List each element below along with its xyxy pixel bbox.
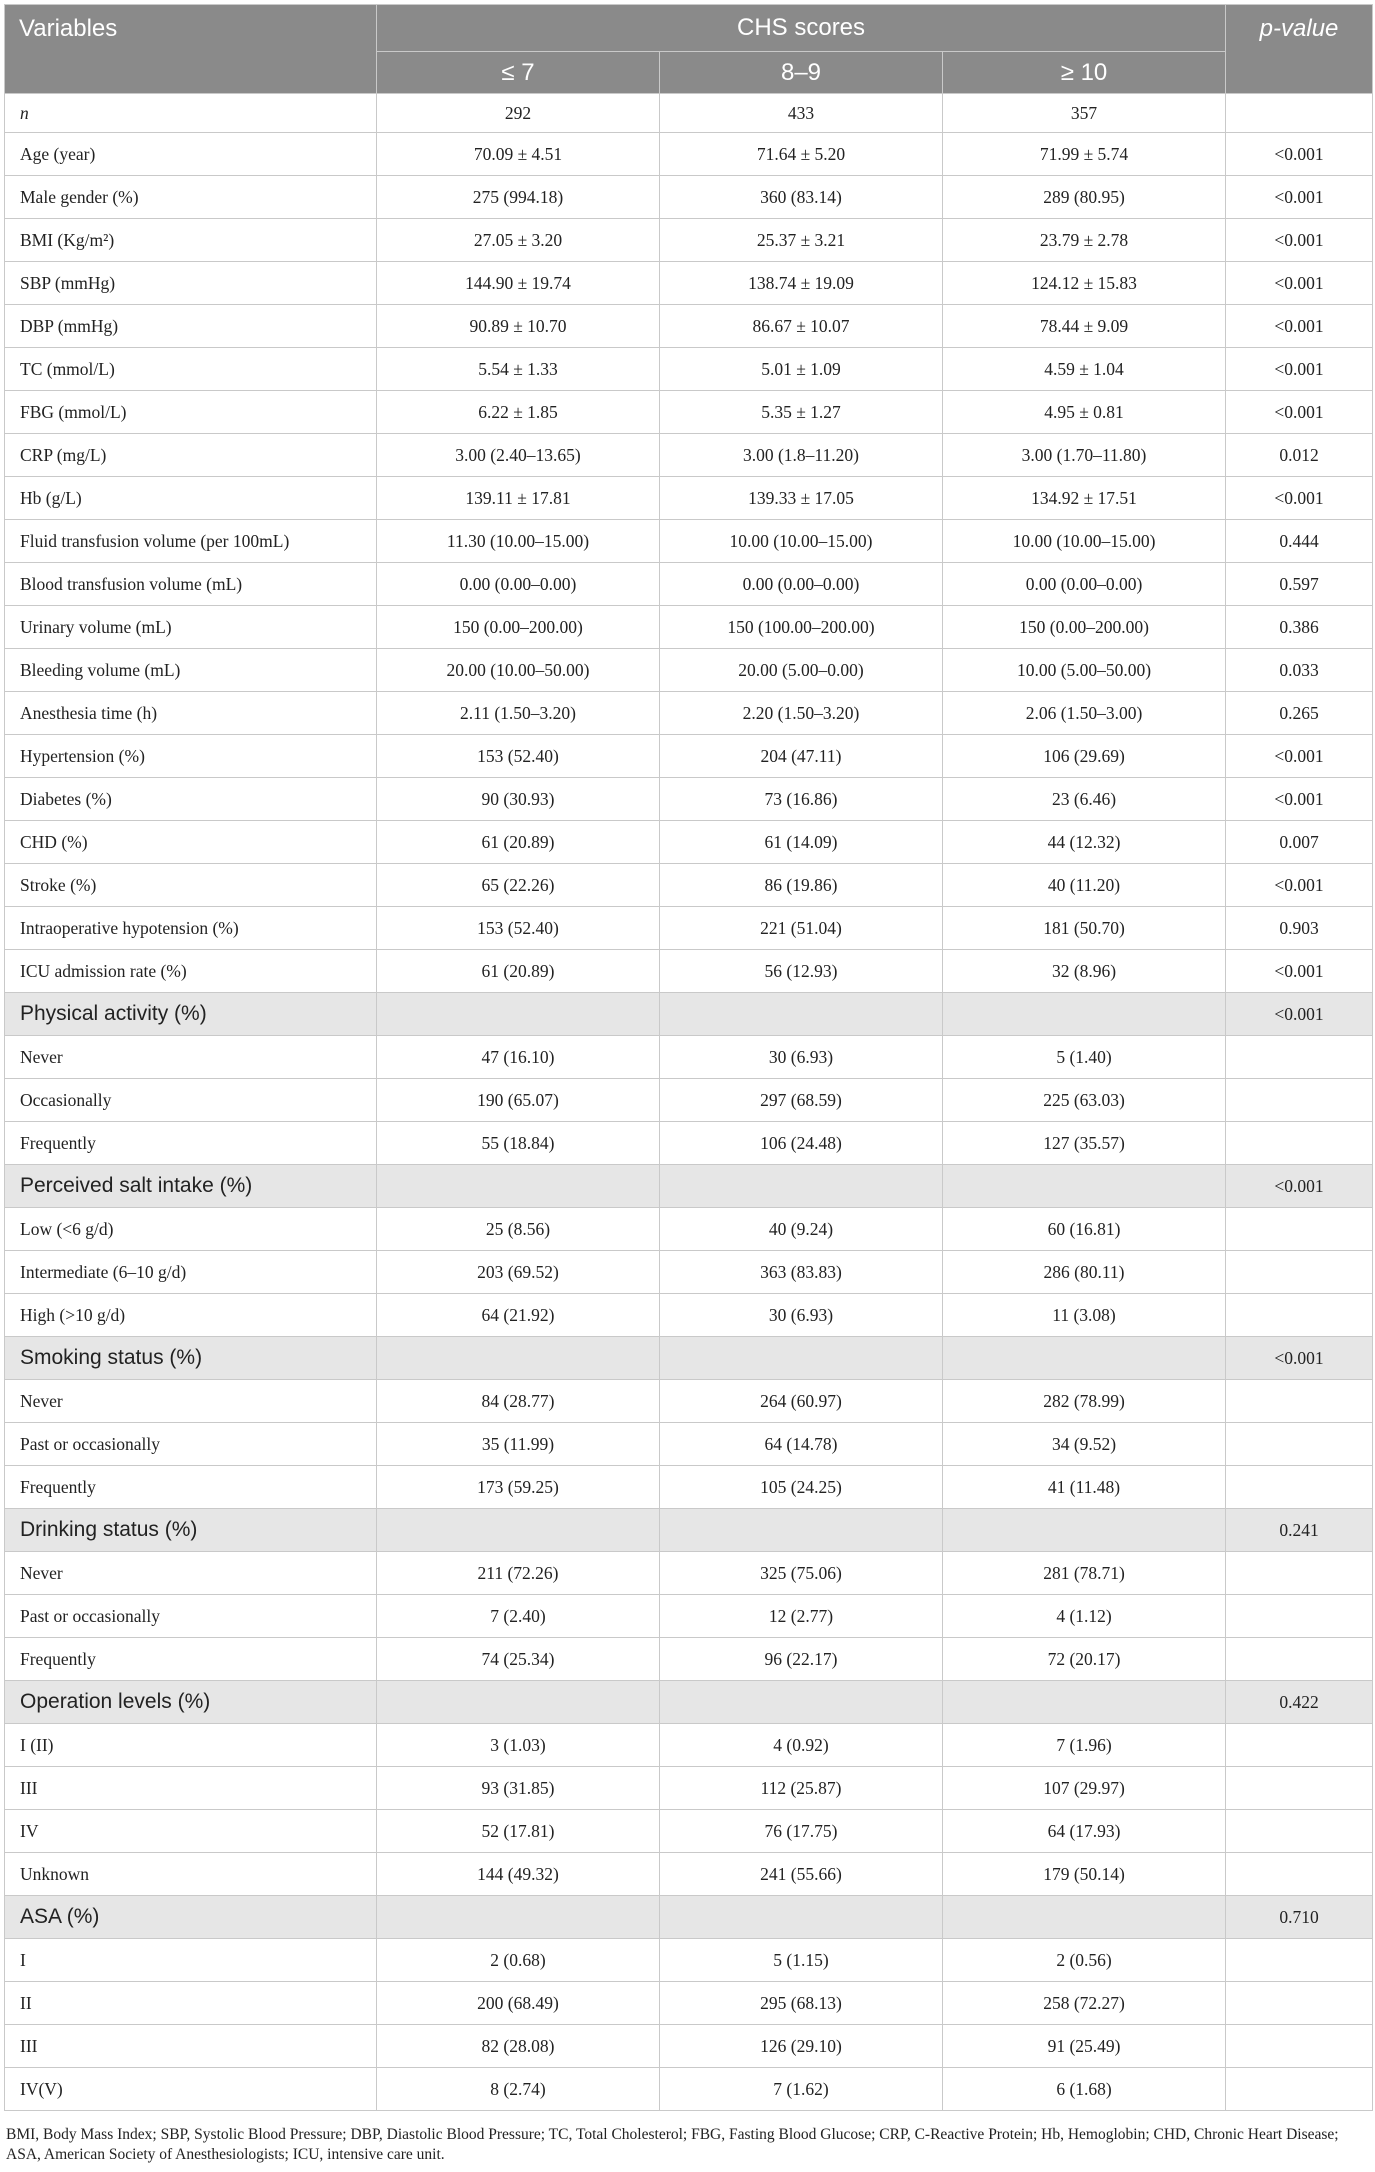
table-body [5, 94, 1373, 2111]
cell-group-3 [943, 1896, 1226, 1939]
cell-group-3: 289 (80.95) [943, 176, 1226, 219]
cell-pvalue [1226, 1079, 1373, 1122]
table-row [5, 907, 1373, 950]
table-row [5, 305, 1373, 348]
section-label: Drinking status (%) [5, 1509, 377, 1552]
cell-group-1: 90 (30.93) [377, 778, 660, 821]
cell-group-1: 35 (11.99) [377, 1423, 660, 1466]
cell-pvalue: <0.001 [1226, 477, 1373, 520]
cell-pvalue [1226, 1036, 1373, 1079]
row-label: DBP (mmHg) [5, 305, 377, 348]
table-row [5, 1294, 1373, 1337]
table-row [5, 1767, 1373, 1810]
table-row [5, 391, 1373, 434]
header-col-3: ≥ 10 [943, 52, 1226, 94]
cell-group-3: 107 (29.97) [943, 1767, 1226, 1810]
cell-pvalue [1226, 1251, 1373, 1294]
table-row [5, 1853, 1373, 1896]
cell-group-2: 139.33 ± 17.05 [660, 477, 943, 520]
cell-group-1 [377, 1509, 660, 1552]
cell-group-1: 144 (49.32) [377, 1853, 660, 1896]
cell-group-2: 56 (12.93) [660, 950, 943, 993]
cell-group-2: 7 (1.62) [660, 2068, 943, 2111]
section-label: Physical activity (%) [5, 993, 377, 1036]
row-label: Diabetes (%) [5, 778, 377, 821]
cell-pvalue: 0.444 [1226, 520, 1373, 563]
cell-pvalue: <0.001 [1226, 778, 1373, 821]
cell-group-2: 10.00 (10.00–15.00) [660, 520, 943, 563]
row-label: Unknown [5, 1853, 377, 1896]
table-row [5, 692, 1373, 735]
cell-pvalue [1226, 1380, 1373, 1423]
table-row [5, 735, 1373, 778]
row-label: CRP (mg/L) [5, 434, 377, 477]
row-label: I (II) [5, 1724, 377, 1767]
cell-group-2 [660, 1509, 943, 1552]
cell-group-3: 23.79 ± 2.78 [943, 219, 1226, 262]
row-label: II [5, 1982, 377, 2025]
cell-pvalue: <0.001 [1226, 993, 1373, 1036]
cell-group-1: 190 (65.07) [377, 1079, 660, 1122]
cell-group-2: 30 (6.93) [660, 1294, 943, 1337]
cell-group-3 [943, 993, 1226, 1036]
table-row [5, 520, 1373, 563]
cell-pvalue [1226, 1767, 1373, 1810]
cell-pvalue [1226, 1466, 1373, 1509]
cell-group-1: 2 (0.68) [377, 1939, 660, 1982]
table-row [5, 1982, 1373, 2025]
table-row [5, 1724, 1373, 1767]
cell-pvalue: 0.903 [1226, 907, 1373, 950]
row-label: Stroke (%) [5, 864, 377, 907]
cell-group-1: 25 (8.56) [377, 1208, 660, 1251]
cell-group-3: 32 (8.96) [943, 950, 1226, 993]
cell-group-3: 4 (1.12) [943, 1595, 1226, 1638]
table-row [5, 262, 1373, 305]
cell-group-2: 5 (1.15) [660, 1939, 943, 1982]
table-row [5, 1208, 1373, 1251]
table-row [5, 1036, 1373, 1079]
table-container [4, 4, 1372, 2111]
table-row [5, 563, 1373, 606]
table-row [5, 94, 1373, 133]
row-label: Anesthesia time (h) [5, 692, 377, 735]
cell-pvalue [1226, 2068, 1373, 2111]
cell-pvalue: 0.597 [1226, 563, 1373, 606]
row-label: I [5, 1939, 377, 1982]
cell-pvalue: <0.001 [1226, 1165, 1373, 1208]
cell-group-1: 20.00 (10.00–50.00) [377, 649, 660, 692]
header-variables: Variables [5, 5, 377, 94]
cell-group-3: 0.00 (0.00–0.00) [943, 563, 1226, 606]
cell-group-1 [377, 1337, 660, 1380]
cell-group-2: 264 (60.97) [660, 1380, 943, 1423]
cell-group-1: 153 (52.40) [377, 907, 660, 950]
row-label: Male gender (%) [5, 176, 377, 219]
cell-group-3 [943, 1337, 1226, 1380]
cell-group-1: 74 (25.34) [377, 1638, 660, 1681]
data-table [4, 4, 1373, 2111]
cell-group-3: 72 (20.17) [943, 1638, 1226, 1681]
section-header-row [5, 1896, 1373, 1939]
row-label: High (>10 g/d) [5, 1294, 377, 1337]
cell-pvalue [1226, 1853, 1373, 1896]
cell-group-2: 5.01 ± 1.09 [660, 348, 943, 391]
cell-group-2: 4 (0.92) [660, 1724, 943, 1767]
cell-pvalue [1226, 1122, 1373, 1165]
cell-pvalue: <0.001 [1226, 950, 1373, 993]
cell-group-2 [660, 1896, 943, 1939]
table-row [5, 1423, 1373, 1466]
cell-pvalue [1226, 1724, 1373, 1767]
cell-group-3: 150 (0.00–200.00) [943, 606, 1226, 649]
cell-group-1: 8 (2.74) [377, 2068, 660, 2111]
table-row [5, 1595, 1373, 1638]
row-label: Intermediate (6–10 g/d) [5, 1251, 377, 1294]
row-label: Never [5, 1036, 377, 1079]
table-row [5, 950, 1373, 993]
cell-group-3 [943, 1509, 1226, 1552]
cell-pvalue: 0.422 [1226, 1681, 1373, 1724]
cell-group-2: 96 (22.17) [660, 1638, 943, 1681]
header-group-chs-scores: CHS scores [377, 5, 1226, 52]
row-label: Bleeding volume (mL) [5, 649, 377, 692]
cell-group-2: 126 (29.10) [660, 2025, 943, 2068]
cell-group-2: 61 (14.09) [660, 821, 943, 864]
table-row [5, 1466, 1373, 1509]
cell-group-1: 211 (72.26) [377, 1552, 660, 1595]
cell-group-1: 61 (20.89) [377, 821, 660, 864]
row-label: Never [5, 1552, 377, 1595]
cell-group-1: 90.89 ± 10.70 [377, 305, 660, 348]
cell-group-1 [377, 993, 660, 1036]
cell-group-2: 76 (17.75) [660, 1810, 943, 1853]
cell-group-1: 6.22 ± 1.85 [377, 391, 660, 434]
cell-group-3: 6 (1.68) [943, 2068, 1226, 2111]
table-row [5, 477, 1373, 520]
cell-group-2 [660, 1165, 943, 1208]
cell-group-2: 64 (14.78) [660, 1423, 943, 1466]
cell-pvalue [1226, 1294, 1373, 1337]
cell-group-2: 150 (100.00–200.00) [660, 606, 943, 649]
cell-group-2: 112 (25.87) [660, 1767, 943, 1810]
cell-group-3: 5 (1.40) [943, 1036, 1226, 1079]
cell-pvalue: 0.710 [1226, 1896, 1373, 1939]
cell-group-2 [660, 1681, 943, 1724]
cell-group-1: 5.54 ± 1.33 [377, 348, 660, 391]
row-label: III [5, 2025, 377, 2068]
cell-group-3: 3.00 (1.70–11.80) [943, 434, 1226, 477]
cell-group-3: 281 (78.71) [943, 1552, 1226, 1595]
cell-group-2: 3.00 (1.8–11.20) [660, 434, 943, 477]
cell-group-3: 23 (6.46) [943, 778, 1226, 821]
cell-group-1: 144.90 ± 19.74 [377, 262, 660, 305]
cell-group-2: 86.67 ± 10.07 [660, 305, 943, 348]
table-row [5, 1939, 1373, 1982]
cell-group-1: 93 (31.85) [377, 1767, 660, 1810]
row-label: Past or occasionally [5, 1595, 377, 1638]
table-row [5, 176, 1373, 219]
cell-group-1: 84 (28.77) [377, 1380, 660, 1423]
cell-group-2 [660, 1337, 943, 1380]
cell-group-2: 0.00 (0.00–0.00) [660, 563, 943, 606]
cell-group-2: 297 (68.59) [660, 1079, 943, 1122]
cell-group-2: 325 (75.06) [660, 1552, 943, 1595]
cell-group-2: 30 (6.93) [660, 1036, 943, 1079]
cell-group-2: 363 (83.83) [660, 1251, 943, 1294]
cell-group-2: 360 (83.14) [660, 176, 943, 219]
section-label: ASA (%) [5, 1896, 377, 1939]
cell-group-3: 181 (50.70) [943, 907, 1226, 950]
cell-pvalue: <0.001 [1226, 1337, 1373, 1380]
row-label: TC (mmol/L) [5, 348, 377, 391]
cell-pvalue: <0.001 [1226, 348, 1373, 391]
cell-pvalue: <0.001 [1226, 133, 1373, 176]
table-row [5, 1638, 1373, 1681]
cell-group-2: 106 (24.48) [660, 1122, 943, 1165]
cell-pvalue: 0.033 [1226, 649, 1373, 692]
cell-group-1: 139.11 ± 17.81 [377, 477, 660, 520]
cell-group-3: 41 (11.48) [943, 1466, 1226, 1509]
cell-group-3: 71.99 ± 5.74 [943, 133, 1226, 176]
cell-group-1: 61 (20.89) [377, 950, 660, 993]
row-label: Urinary volume (mL) [5, 606, 377, 649]
table-row [5, 2025, 1373, 2068]
table-row [5, 219, 1373, 262]
cell-group-1: 27.05 ± 3.20 [377, 219, 660, 262]
cell-pvalue: <0.001 [1226, 735, 1373, 778]
cell-group-3: 2.06 (1.50–3.00) [943, 692, 1226, 735]
cell-group-1: 65 (22.26) [377, 864, 660, 907]
cell-group-2: 86 (19.86) [660, 864, 943, 907]
section-header-row [5, 993, 1373, 1036]
table-row [5, 348, 1373, 391]
cell-pvalue [1226, 1810, 1373, 1853]
row-label: Frequently [5, 1466, 377, 1509]
section-header-row [5, 1165, 1373, 1208]
table-row [5, 1079, 1373, 1122]
cell-pvalue: <0.001 [1226, 391, 1373, 434]
section-label: Perceived salt intake (%) [5, 1165, 377, 1208]
cell-group-2: 105 (24.25) [660, 1466, 943, 1509]
cell-group-1: 3 (1.03) [377, 1724, 660, 1767]
cell-group-3: 2 (0.56) [943, 1939, 1226, 1982]
cell-pvalue: <0.001 [1226, 176, 1373, 219]
cell-group-1: 70.09 ± 4.51 [377, 133, 660, 176]
header-pvalue-text: p-value [1259, 15, 1339, 42]
row-label: Frequently [5, 1638, 377, 1681]
cell-group-2: 433 [660, 94, 943, 133]
cell-group-3: 286 (80.11) [943, 1251, 1226, 1294]
cell-group-1: 153 (52.40) [377, 735, 660, 778]
row-label: BMI (Kg/m²) [5, 219, 377, 262]
cell-group-2: 2.20 (1.50–3.20) [660, 692, 943, 735]
section-header-row [5, 1509, 1373, 1552]
table-row [5, 434, 1373, 477]
cell-group-3: 10.00 (10.00–15.00) [943, 520, 1226, 563]
cell-group-2: 12 (2.77) [660, 1595, 943, 1638]
table-header [5, 5, 1373, 94]
cell-pvalue: 0.386 [1226, 606, 1373, 649]
cell-pvalue: 0.265 [1226, 692, 1373, 735]
cell-group-1: 11.30 (10.00–15.00) [377, 520, 660, 563]
cell-group-3: 78.44 ± 9.09 [943, 305, 1226, 348]
table-row [5, 1251, 1373, 1294]
cell-group-3: 4.59 ± 1.04 [943, 348, 1226, 391]
cell-group-3: 127 (35.57) [943, 1122, 1226, 1165]
row-label: Fluid transfusion volume (per 100mL) [5, 520, 377, 563]
row-label: CHD (%) [5, 821, 377, 864]
cell-group-3: 106 (29.69) [943, 735, 1226, 778]
cell-group-1: 150 (0.00–200.00) [377, 606, 660, 649]
cell-pvalue: <0.001 [1226, 864, 1373, 907]
cell-group-1: 82 (28.08) [377, 2025, 660, 2068]
cell-group-1: 292 [377, 94, 660, 133]
cell-group-3: 91 (25.49) [943, 2025, 1226, 2068]
row-label: Never [5, 1380, 377, 1423]
cell-group-1: 200 (68.49) [377, 1982, 660, 2025]
cell-group-3: 282 (78.99) [943, 1380, 1226, 1423]
row-label: Past or occasionally [5, 1423, 377, 1466]
cell-group-1: 2.11 (1.50–3.20) [377, 692, 660, 735]
cell-pvalue [1226, 2025, 1373, 2068]
cell-pvalue [1226, 94, 1373, 133]
cell-group-3 [943, 1165, 1226, 1208]
cell-group-2: 20.00 (5.00–0.00) [660, 649, 943, 692]
section-header-row [5, 1337, 1373, 1380]
table-row [5, 133, 1373, 176]
cell-group-1: 7 (2.40) [377, 1595, 660, 1638]
section-label: Operation levels (%) [5, 1681, 377, 1724]
cell-pvalue: <0.001 [1226, 219, 1373, 262]
cell-group-1: 275 (994.18) [377, 176, 660, 219]
cell-group-1 [377, 1896, 660, 1939]
cell-pvalue [1226, 1595, 1373, 1638]
cell-group-3: 4.95 ± 0.81 [943, 391, 1226, 434]
cell-group-1: 173 (59.25) [377, 1466, 660, 1509]
row-label: Blood transfusion volume (mL) [5, 563, 377, 606]
cell-pvalue: <0.001 [1226, 305, 1373, 348]
cell-group-3: 11 (3.08) [943, 1294, 1226, 1337]
section-label: Smoking status (%) [5, 1337, 377, 1380]
cell-pvalue: <0.001 [1226, 262, 1373, 305]
cell-pvalue [1226, 1552, 1373, 1595]
cell-group-1: 55 (18.84) [377, 1122, 660, 1165]
cell-pvalue [1226, 1982, 1373, 2025]
row-label: IV [5, 1810, 377, 1853]
row-label: n [5, 94, 377, 133]
cell-group-1: 47 (16.10) [377, 1036, 660, 1079]
table-row [5, 778, 1373, 821]
table-row [5, 2068, 1373, 2111]
header-col-1: ≤ 7 [377, 52, 660, 94]
cell-group-3: 60 (16.81) [943, 1208, 1226, 1251]
row-label: Frequently [5, 1122, 377, 1165]
cell-group-1: 203 (69.52) [377, 1251, 660, 1294]
cell-group-3: 44 (12.32) [943, 821, 1226, 864]
row-label: Age (year) [5, 133, 377, 176]
row-label: ICU admission rate (%) [5, 950, 377, 993]
cell-group-3: 179 (50.14) [943, 1853, 1226, 1896]
cell-group-2: 40 (9.24) [660, 1208, 943, 1251]
table-row [5, 1552, 1373, 1595]
table-row [5, 649, 1373, 692]
table-row [5, 864, 1373, 907]
cell-group-1: 0.00 (0.00–0.00) [377, 563, 660, 606]
row-label: SBP (mmHg) [5, 262, 377, 305]
cell-group-1: 3.00 (2.40–13.65) [377, 434, 660, 477]
cell-group-1: 64 (21.92) [377, 1294, 660, 1337]
row-label: Hypertension (%) [5, 735, 377, 778]
table-footnote: BMI, Body Mass Index; SBP, Systolic Blood Pressure; DBP, Diastolic Blood Pressure; TC, Total Cholesterol; FBG, Fasting Blood Glucose; CRP, C-Reactive Protein; Hb, Hemoglobin; CHD, Chronic Heart Disease; ASA, American Society of Anesthesiologists; ICU, intensive care unit. [6, 2126, 1339, 2163]
cell-group-2: 25.37 ± 3.21 [660, 219, 943, 262]
table-row [5, 1380, 1373, 1423]
header-pvalue [1226, 5, 1373, 94]
cell-pvalue: 0.007 [1226, 821, 1373, 864]
cell-group-3: 64 (17.93) [943, 1810, 1226, 1853]
table-row [5, 1122, 1373, 1165]
cell-group-2: 73 (16.86) [660, 778, 943, 821]
table-row [5, 1810, 1373, 1853]
cell-group-1: 52 (17.81) [377, 1810, 660, 1853]
row-label: IV(V) [5, 2068, 377, 2111]
cell-group-3: 225 (63.03) [943, 1079, 1226, 1122]
cell-group-3: 40 (11.20) [943, 864, 1226, 907]
cell-group-2: 241 (55.66) [660, 1853, 943, 1896]
table-row [5, 821, 1373, 864]
cell-group-2: 295 (68.13) [660, 1982, 943, 2025]
cell-group-1 [377, 1681, 660, 1724]
cell-group-3: 10.00 (5.00–50.00) [943, 649, 1226, 692]
cell-group-2: 5.35 ± 1.27 [660, 391, 943, 434]
cell-group-2 [660, 993, 943, 1036]
cell-group-3: 134.92 ± 17.51 [943, 477, 1226, 520]
cell-pvalue: 0.012 [1226, 434, 1373, 477]
cell-group-3: 357 [943, 94, 1226, 133]
row-label: Occasionally [5, 1079, 377, 1122]
cell-group-2: 204 (47.11) [660, 735, 943, 778]
cell-group-2: 138.74 ± 19.09 [660, 262, 943, 305]
row-label: Low (<6 g/d) [5, 1208, 377, 1251]
row-label: Intraoperative hypotension (%) [5, 907, 377, 950]
cell-pvalue: 0.241 [1226, 1509, 1373, 1552]
section-header-row [5, 1681, 1373, 1724]
cell-group-2: 71.64 ± 5.20 [660, 133, 943, 176]
cell-group-3: 258 (72.27) [943, 1982, 1226, 2025]
row-label: Hb (g/L) [5, 477, 377, 520]
cell-group-1 [377, 1165, 660, 1208]
header-col-2: 8–9 [660, 52, 943, 94]
cell-pvalue [1226, 1638, 1373, 1681]
row-label: FBG (mmol/L) [5, 391, 377, 434]
cell-group-3: 34 (9.52) [943, 1423, 1226, 1466]
table-row [5, 606, 1373, 649]
row-label: III [5, 1767, 377, 1810]
cell-group-3 [943, 1681, 1226, 1724]
cell-pvalue [1226, 1939, 1373, 1982]
cell-group-3: 7 (1.96) [943, 1724, 1226, 1767]
cell-pvalue [1226, 1423, 1373, 1466]
cell-group-2: 221 (51.04) [660, 907, 943, 950]
cell-pvalue [1226, 1208, 1373, 1251]
cell-group-3: 124.12 ± 15.83 [943, 262, 1226, 305]
